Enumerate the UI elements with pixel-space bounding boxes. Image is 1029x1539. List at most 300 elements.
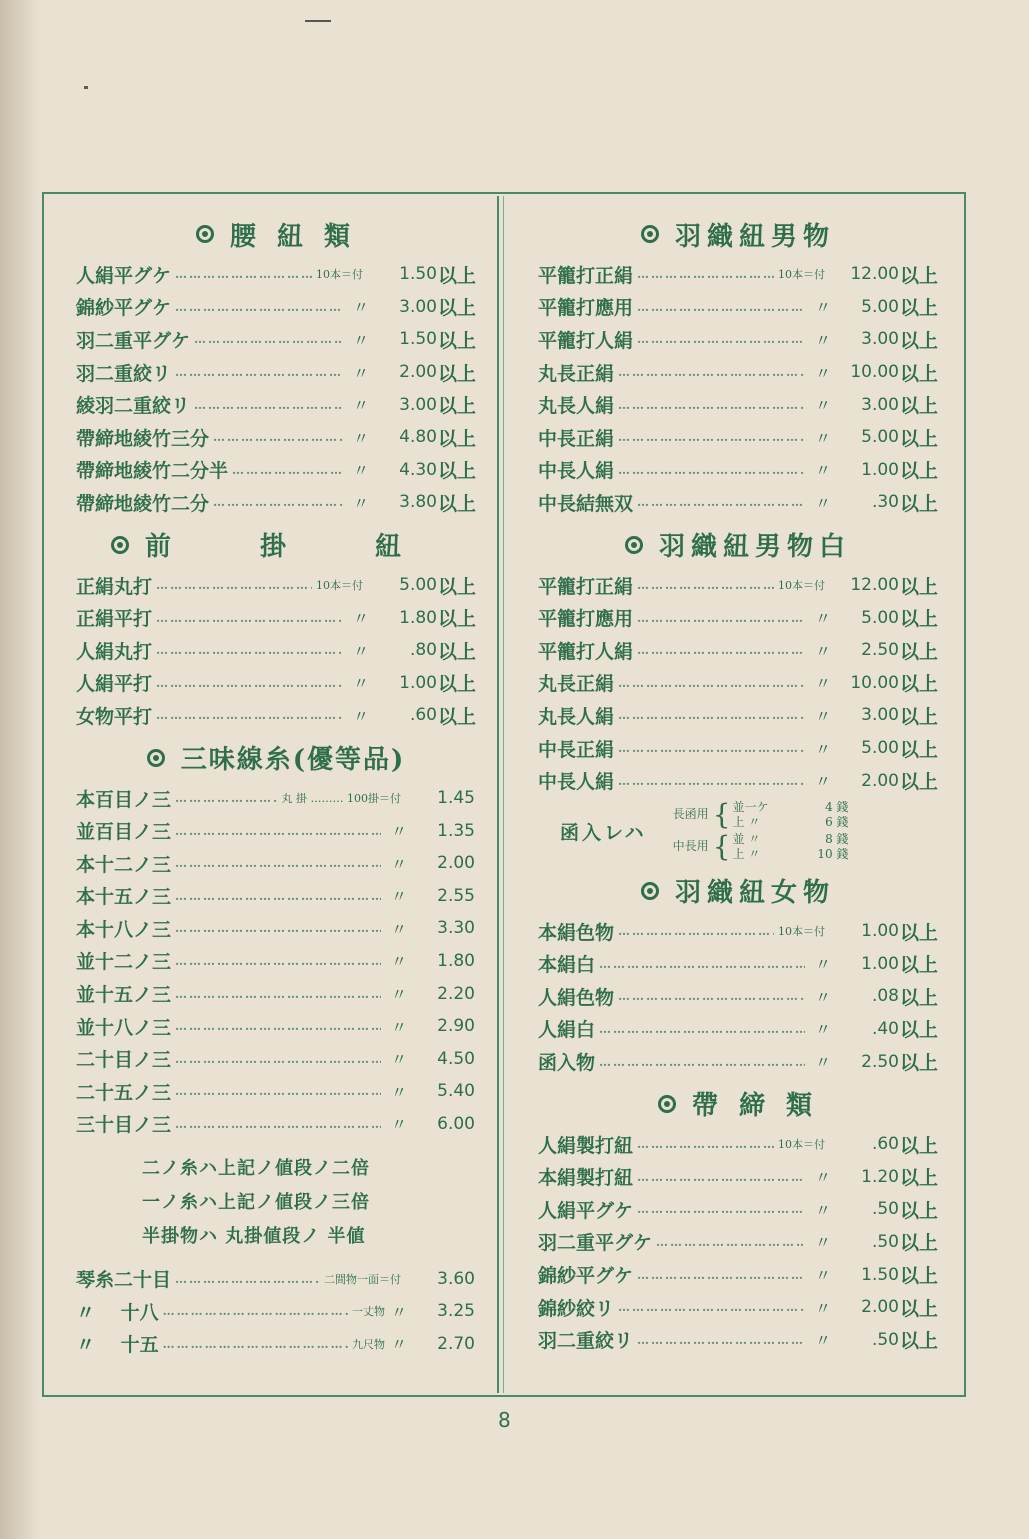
leader-dots bbox=[637, 578, 774, 592]
item-name: 中長正絹 bbox=[538, 738, 615, 761]
price-row bbox=[538, 1291, 938, 1324]
price: 1.50 bbox=[861, 1264, 899, 1285]
price-row bbox=[76, 601, 476, 634]
item-name: 平籠打人絹 bbox=[538, 640, 634, 663]
ditto-mark: 〃 bbox=[352, 363, 369, 383]
price-row bbox=[76, 945, 476, 978]
ditto-mark: 〃 bbox=[814, 706, 831, 726]
ditto-mark: 〃 bbox=[814, 396, 831, 416]
price-row bbox=[538, 764, 938, 797]
unit-note: 10本＝付 bbox=[777, 1138, 825, 1152]
price-row bbox=[76, 486, 476, 519]
item-name: 羽二重絞リ bbox=[538, 1330, 634, 1353]
section-title: 羽織紐男物白 bbox=[658, 532, 851, 563]
ditto-mark: 〃 bbox=[814, 1020, 831, 1040]
price: 3.80 bbox=[399, 492, 437, 513]
unit-note: 10本＝付 bbox=[315, 579, 363, 593]
price-suffix: 以上 bbox=[437, 575, 476, 598]
ditto-mark: 〃 bbox=[814, 609, 831, 629]
price-suffix: 以上 bbox=[899, 954, 938, 977]
price-row bbox=[538, 1160, 938, 1193]
price: 3.00 bbox=[399, 394, 437, 415]
unit-note: 10本＝付 bbox=[315, 268, 363, 282]
price-suffix: 以上 bbox=[437, 673, 476, 696]
leader-dots bbox=[599, 1055, 805, 1069]
item-name: 女物平打 bbox=[76, 705, 153, 728]
price-row bbox=[538, 486, 938, 519]
ditto-mark: 〃 bbox=[814, 1168, 831, 1188]
price-row bbox=[538, 388, 938, 421]
ditto-mark: 〃 bbox=[352, 396, 369, 416]
price-suffix: 以上 bbox=[899, 673, 938, 696]
section-title: 羽織紐男物 bbox=[674, 221, 835, 252]
price-row bbox=[538, 667, 938, 700]
price-row bbox=[76, 880, 476, 913]
section-heading bbox=[538, 875, 938, 907]
ditto-mark: 〃 bbox=[814, 1053, 831, 1073]
price: 1.35 bbox=[437, 820, 475, 841]
leader-dots bbox=[618, 1300, 805, 1314]
item-name: 並百目ノ三 bbox=[76, 821, 172, 844]
item-name: 丸長正絹 bbox=[538, 673, 615, 696]
ditto-mark: 〃 bbox=[814, 461, 831, 481]
price-row bbox=[76, 1262, 476, 1295]
page-fold-shadow bbox=[0, 0, 40, 1539]
leader-dots bbox=[656, 1235, 805, 1249]
bullet-icon bbox=[641, 225, 659, 243]
price-suffix: 以上 bbox=[437, 492, 476, 515]
price-list bbox=[538, 569, 938, 797]
price-suffix: 以上 bbox=[899, 264, 938, 287]
ditto-mark: 〃 bbox=[390, 919, 407, 939]
price-row bbox=[538, 1258, 938, 1291]
price-suffix: 以上 bbox=[899, 986, 938, 1009]
ditto-mark: 〃 bbox=[814, 1200, 831, 1220]
price: 5.40 bbox=[437, 1081, 475, 1102]
section-heading bbox=[538, 218, 938, 250]
price-row bbox=[538, 1013, 938, 1046]
price-suffix: 以上 bbox=[437, 640, 476, 663]
leader-dots bbox=[175, 889, 381, 903]
price-suffix: 以上 bbox=[437, 329, 476, 352]
price-row bbox=[76, 388, 476, 421]
leader-dots bbox=[637, 1333, 805, 1347]
price-row bbox=[538, 1323, 938, 1356]
item-name: 羽二重平グケ bbox=[538, 1232, 653, 1255]
item-name: 三十目ノ三 bbox=[76, 1114, 172, 1137]
section-heading bbox=[76, 742, 476, 774]
price: 1.50 bbox=[399, 329, 437, 350]
leader-dots bbox=[637, 267, 774, 281]
item-name: 帶締地綾竹二分 bbox=[76, 492, 210, 515]
price-row bbox=[538, 1226, 938, 1259]
ditto-mark: 〃 bbox=[814, 330, 831, 350]
ditto-mark: 〃 bbox=[390, 1082, 407, 1102]
price-suffix: 以上 bbox=[437, 705, 476, 728]
price: 3.00 bbox=[399, 296, 437, 317]
price: 3.00 bbox=[861, 394, 899, 415]
ditto-mark: 〃 bbox=[390, 985, 407, 1005]
price-suffix: 以上 bbox=[899, 1019, 938, 1042]
ditto-mark: 〃 bbox=[390, 854, 407, 874]
ditto-mark: 〃 bbox=[814, 363, 831, 383]
print-mark bbox=[305, 20, 331, 22]
item-name: 平籠打應用 bbox=[538, 608, 634, 631]
price-suffix: 以上 bbox=[899, 1265, 938, 1288]
price-suffix: 以上 bbox=[899, 1330, 938, 1353]
price-list bbox=[76, 569, 476, 732]
price-row bbox=[76, 814, 476, 847]
bullet-icon bbox=[641, 882, 659, 900]
item-name: 人絹色物 bbox=[538, 986, 615, 1009]
box-surcharge-table bbox=[673, 800, 849, 864]
price-suffix: 以上 bbox=[899, 1232, 938, 1255]
price: 1.00 bbox=[399, 672, 437, 693]
unit-note: 二間物一面＝付 bbox=[324, 1272, 401, 1286]
leader-dots bbox=[637, 1268, 805, 1282]
price-suffix: 以上 bbox=[437, 608, 476, 631]
price: 5.00 bbox=[861, 607, 899, 628]
price-row bbox=[538, 356, 938, 389]
leader-dots bbox=[618, 365, 805, 379]
price: 10.00 bbox=[850, 362, 899, 383]
price-suffix: 以上 bbox=[899, 1167, 938, 1190]
price-row bbox=[538, 732, 938, 765]
unit-note: 10本＝付 bbox=[777, 925, 825, 939]
price-list bbox=[538, 1128, 938, 1356]
price: .80 bbox=[409, 640, 437, 661]
item-name: 正絹丸打 bbox=[76, 575, 153, 598]
price-row bbox=[76, 912, 476, 945]
leader-dots bbox=[618, 774, 805, 788]
ditto-mark: 〃 bbox=[352, 428, 369, 448]
ditto-mark: 〃 bbox=[390, 822, 407, 842]
item-name: 本絹製打紐 bbox=[538, 1167, 634, 1190]
ditto-mark: 〃 bbox=[814, 772, 831, 792]
ditto-mark: 〃 bbox=[814, 493, 831, 513]
price-suffix: 以上 bbox=[899, 738, 938, 761]
price-row bbox=[538, 454, 938, 487]
leader-dots bbox=[194, 332, 343, 346]
ditto-mark: 〃 bbox=[352, 330, 369, 350]
price-row bbox=[76, 782, 476, 815]
leader-dots bbox=[175, 954, 381, 968]
leader-dots bbox=[175, 1019, 381, 1033]
item-name: 綾羽二重絞リ bbox=[76, 395, 191, 418]
ditto-mark: 〃 bbox=[390, 1050, 407, 1070]
section-heading bbox=[76, 529, 476, 561]
unit-note: 九尺物 bbox=[351, 1337, 385, 1351]
price-row bbox=[76, 699, 476, 732]
price-row bbox=[538, 1128, 938, 1161]
price-suffix: 以上 bbox=[899, 1199, 938, 1222]
price: 2.00 bbox=[861, 1297, 899, 1318]
item-name: 函入物 bbox=[538, 1052, 596, 1075]
item-name: 羽二重平グケ bbox=[76, 329, 191, 352]
item-name: 丸長正絹 bbox=[538, 362, 615, 385]
ditto-mark: 〃 bbox=[814, 1266, 831, 1286]
item-name: 丸長人絹 bbox=[538, 395, 615, 418]
price-row bbox=[76, 1327, 476, 1360]
price-row bbox=[76, 1108, 476, 1141]
price: .30 bbox=[871, 492, 899, 513]
price-suffix: 以上 bbox=[899, 460, 938, 483]
unit-note: 丸 掛 ……… 100掛＝付 bbox=[281, 792, 401, 806]
ditto-mark: 〃 bbox=[814, 298, 831, 318]
price-row bbox=[538, 980, 938, 1013]
item-name: 錦紗絞リ bbox=[538, 1297, 615, 1320]
leader-dots bbox=[618, 676, 805, 690]
column-divider bbox=[497, 196, 499, 1393]
leader-dots bbox=[175, 824, 381, 838]
item-name: 平籠打正絹 bbox=[538, 264, 634, 287]
unit-note: 一丈物 bbox=[351, 1305, 385, 1319]
price-suffix: 以上 bbox=[899, 427, 938, 450]
box-group: 長函用 { 並一ケ 4 錢 上 〃 6 錢 bbox=[672, 798, 849, 832]
ditto-mark: 〃 bbox=[390, 1335, 407, 1355]
price: .50 bbox=[871, 1231, 899, 1252]
box-surcharge bbox=[538, 797, 938, 867]
leader-dots bbox=[637, 495, 805, 509]
price-row bbox=[76, 1075, 476, 1108]
item-name: 中長人絹 bbox=[538, 460, 615, 483]
price: 1.00 bbox=[861, 459, 899, 480]
leader-dots bbox=[618, 463, 805, 477]
price: 2.50 bbox=[861, 640, 899, 661]
leader-dots bbox=[175, 856, 381, 870]
price: 1.45 bbox=[437, 788, 475, 809]
price-row bbox=[76, 291, 476, 324]
ditto-mark: 〃 bbox=[352, 298, 369, 318]
item-name: 人絹平グケ bbox=[76, 264, 172, 287]
item-name: 本十二ノ三 bbox=[76, 853, 172, 876]
item-name: 本絹白 bbox=[538, 954, 596, 977]
leader-dots bbox=[618, 924, 774, 938]
bullet-icon bbox=[658, 1095, 676, 1113]
price: 5.00 bbox=[861, 296, 899, 317]
leader-dots bbox=[175, 791, 277, 805]
price-list bbox=[76, 258, 476, 519]
price-suffix: 以上 bbox=[437, 427, 476, 450]
price-suffix: 以上 bbox=[899, 395, 938, 418]
bullet-icon bbox=[147, 749, 165, 767]
section-title: 腰 紐 類 bbox=[229, 221, 357, 252]
price: 2.50 bbox=[861, 1051, 899, 1072]
leader-dots bbox=[175, 300, 343, 314]
leader-dots bbox=[156, 643, 343, 657]
price-suffix: 以上 bbox=[437, 460, 476, 483]
price-row bbox=[76, 421, 476, 454]
price-suffix: 以上 bbox=[899, 771, 938, 794]
price: 2.20 bbox=[437, 983, 475, 1004]
ditto-mark: 〃 bbox=[352, 609, 369, 629]
item-name: 帶締地綾竹三分 bbox=[76, 427, 210, 450]
price: .60 bbox=[409, 705, 437, 726]
leader-dots bbox=[618, 398, 805, 412]
price: 1.80 bbox=[437, 950, 475, 971]
price: 3.60 bbox=[437, 1268, 475, 1289]
price: 4.30 bbox=[399, 459, 437, 480]
item-name: 人絹白 bbox=[538, 1019, 596, 1042]
leader-dots bbox=[213, 495, 343, 509]
price: 1.00 bbox=[861, 953, 899, 974]
price-row bbox=[538, 601, 938, 634]
price-suffix: 以上 bbox=[899, 329, 938, 352]
leader-dots bbox=[637, 1202, 805, 1216]
leader-dots bbox=[175, 987, 381, 1001]
price: .50 bbox=[871, 1199, 899, 1220]
price-suffix: 以上 bbox=[899, 640, 938, 663]
price-row bbox=[76, 634, 476, 667]
leader-dots bbox=[618, 430, 805, 444]
ditto-mark: 〃 bbox=[814, 674, 831, 694]
leader-dots bbox=[599, 957, 805, 971]
ditto-mark: 〃 bbox=[352, 493, 369, 513]
price-row bbox=[538, 699, 938, 732]
price-suffix: 以上 bbox=[899, 1297, 938, 1320]
ditto-mark: 〃 bbox=[814, 428, 831, 448]
price: 5.00 bbox=[399, 575, 437, 596]
section-heading bbox=[538, 1088, 938, 1120]
item-name: 本百目ノ三 bbox=[76, 788, 172, 811]
section-title: 羽織紐女物 bbox=[674, 878, 835, 909]
section-title: 三味線糸(優等品) bbox=[180, 745, 406, 776]
price-suffix: 以上 bbox=[437, 395, 476, 418]
price-suffix: 以上 bbox=[437, 362, 476, 385]
price-row bbox=[538, 421, 938, 454]
leader-dots bbox=[156, 611, 343, 625]
ditto-mark: 〃 bbox=[814, 955, 831, 975]
price: 12.00 bbox=[850, 575, 899, 596]
leader-dots bbox=[156, 676, 343, 690]
unit-note: 10本＝付 bbox=[777, 268, 825, 282]
price: 2.00 bbox=[399, 362, 437, 383]
price-row bbox=[538, 1193, 938, 1226]
item-name: 人絹製打紐 bbox=[538, 1134, 634, 1157]
price-row bbox=[538, 915, 938, 948]
ditto-mark: 〃 bbox=[390, 952, 407, 972]
leader-dots bbox=[637, 300, 805, 314]
price: .60 bbox=[871, 1134, 899, 1155]
price-suffix: 以上 bbox=[437, 264, 476, 287]
leader-dots bbox=[175, 921, 381, 935]
price-row bbox=[538, 1045, 938, 1078]
item-name: 本絹色物 bbox=[538, 921, 615, 944]
price: 6.00 bbox=[437, 1113, 475, 1134]
ditto-mark: 〃 bbox=[352, 641, 369, 661]
price: 3.25 bbox=[437, 1301, 475, 1322]
ditto-mark: 〃 bbox=[814, 739, 831, 759]
price: 3.30 bbox=[437, 918, 475, 939]
leader-dots bbox=[213, 430, 343, 444]
price-list bbox=[76, 782, 476, 1141]
leader-dots bbox=[163, 1337, 348, 1351]
leader-dots bbox=[637, 1170, 805, 1184]
price: 3.00 bbox=[861, 705, 899, 726]
left-column bbox=[76, 214, 476, 1360]
leader-dots bbox=[637, 611, 805, 625]
note: 二ノ糸ハ上記ノ値段ノ二倍 bbox=[142, 1158, 370, 1180]
leader-dots bbox=[618, 989, 805, 1003]
price: 5.00 bbox=[861, 427, 899, 448]
price: 2.70 bbox=[437, 1333, 475, 1354]
note: 一ノ糸ハ上記ノ値段ノ三倍 bbox=[142, 1192, 370, 1214]
price-row bbox=[538, 948, 938, 981]
column-divider-inner bbox=[503, 196, 504, 1393]
item-name: 人絹丸打 bbox=[76, 640, 153, 663]
price-suffix: 以上 bbox=[899, 362, 938, 385]
leader-dots bbox=[163, 1304, 348, 1318]
price: 2.90 bbox=[437, 1016, 475, 1037]
price-suffix: 以上 bbox=[899, 921, 938, 944]
price-suffix: 以上 bbox=[899, 705, 938, 728]
item-name: 中長正絹 bbox=[538, 427, 615, 450]
price-row bbox=[76, 977, 476, 1010]
price: 3.00 bbox=[861, 329, 899, 350]
leader-dots bbox=[175, 365, 343, 379]
section-heading bbox=[538, 529, 938, 561]
price: .08 bbox=[871, 986, 899, 1007]
price: 1.50 bbox=[399, 264, 437, 285]
leader-dots bbox=[156, 578, 312, 592]
leader-dots bbox=[637, 1137, 774, 1151]
price-row bbox=[76, 323, 476, 356]
price: .50 bbox=[871, 1329, 899, 1350]
leader-dots bbox=[618, 741, 805, 755]
price-row bbox=[76, 1042, 476, 1075]
note: 半掛物ハ 丸掛値段ノ 半値 bbox=[142, 1226, 366, 1248]
leader-dots bbox=[637, 332, 805, 346]
leader-dots bbox=[175, 1117, 381, 1131]
leader-dots bbox=[175, 267, 312, 281]
bullet-icon bbox=[111, 536, 129, 554]
ditto-mark: 〃 bbox=[814, 1298, 831, 1318]
ditto-mark: 〃 bbox=[352, 461, 369, 481]
leader-dots bbox=[232, 463, 343, 477]
price: 2.55 bbox=[437, 885, 475, 906]
price-row bbox=[76, 847, 476, 880]
ditto-mark: 〃 bbox=[352, 674, 369, 694]
leader-dots bbox=[156, 708, 343, 722]
item-name: 並十八ノ三 bbox=[76, 1016, 172, 1039]
item-name: 二十目ノ三 bbox=[76, 1049, 172, 1072]
ditto-mark: 〃 bbox=[814, 987, 831, 1007]
item-name: 人絹平打 bbox=[76, 673, 153, 696]
item-name: 錦紗平グケ bbox=[76, 297, 172, 320]
price-list bbox=[538, 258, 938, 519]
price: 1.00 bbox=[861, 921, 899, 942]
price-suffix: 以上 bbox=[437, 297, 476, 320]
item-name: 並十二ノ三 bbox=[76, 951, 172, 974]
price: 5.00 bbox=[861, 738, 899, 759]
item-name: 中長人絹 bbox=[538, 771, 615, 794]
ditto-mark: 〃 bbox=[814, 1331, 831, 1351]
price-suffix: 以上 bbox=[899, 575, 938, 598]
item-name: 琴糸二十目 bbox=[76, 1269, 172, 1292]
item-name: 正絹平打 bbox=[76, 608, 153, 631]
price-row bbox=[538, 634, 938, 667]
item-name: 並十五ノ三 bbox=[76, 984, 172, 1007]
price-row bbox=[538, 323, 938, 356]
page-number: 8 bbox=[498, 1408, 511, 1432]
price: 10.00 bbox=[850, 672, 899, 693]
leader-dots bbox=[599, 1022, 805, 1036]
section-heading bbox=[76, 218, 476, 250]
item-name: 丸長人絹 bbox=[538, 705, 615, 728]
ditto-mark: 〃 bbox=[390, 1115, 407, 1135]
leader-dots bbox=[637, 643, 805, 657]
item-name: 〃 十八 bbox=[76, 1301, 159, 1324]
